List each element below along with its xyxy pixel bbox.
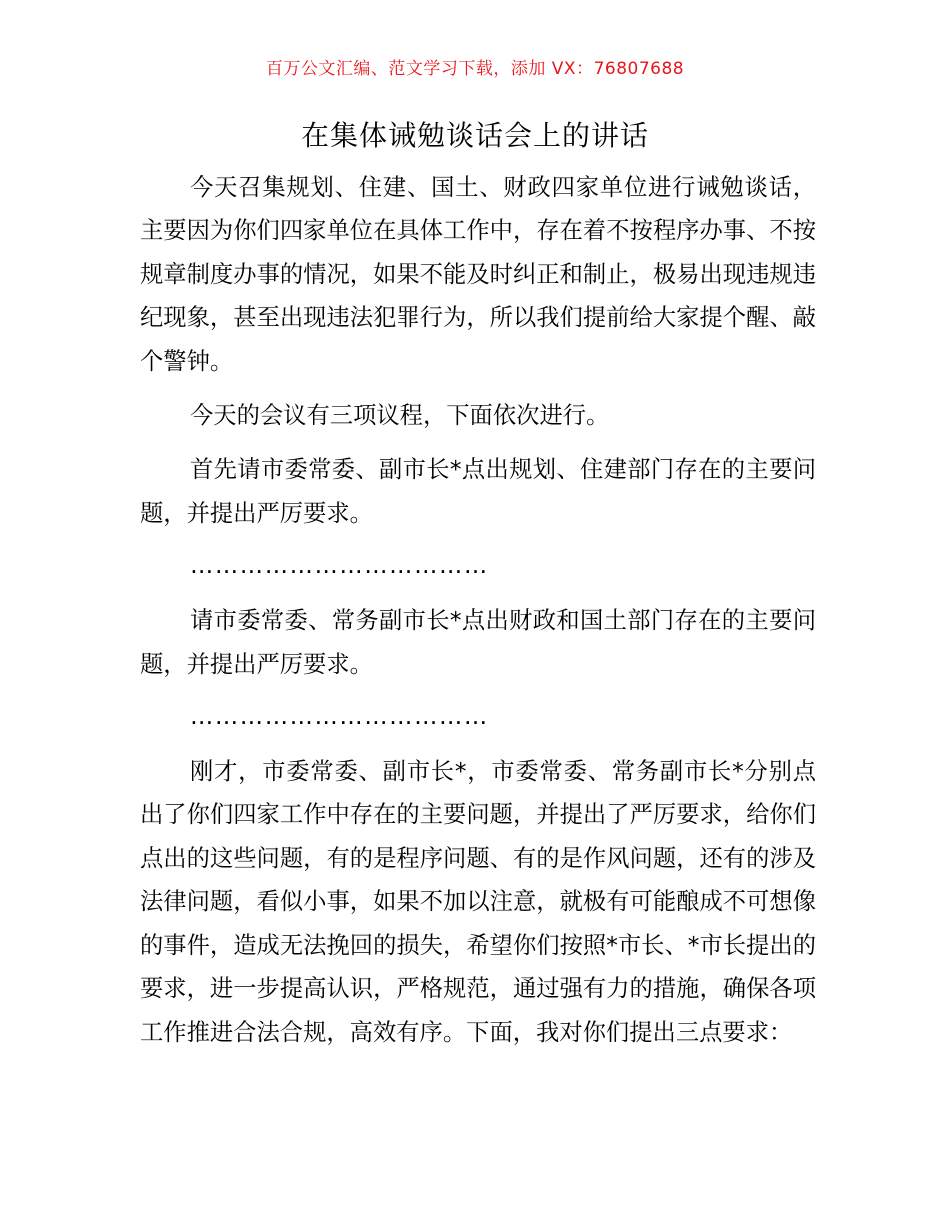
paragraph-second-speaker: 请市委常委、常务副市长*点出财政和国土部门存在的主要问题，并提出严厉要求。 xyxy=(140,607,816,678)
ellipsis-separator: ……………………………… xyxy=(190,552,489,580)
document-body xyxy=(140,166,816,1065)
paragraph-summary: 刚才，市委常委、副市长*，市委常委、常务副市长*分别点出了你们四家工作中存在的主要问题，并提出了严厉要求，给你们点出的这些问题，有的是程序问题、有的是作风问题，还有的涉及法律问题，看似小事，如果不加以注意，就极有可能酿成不可想像的事件，造成无法挽回的损失，希望你们按照*市长、*市长提出的要求，进一步提高认识，严格规范，通过强有力的措施，确保各项工作推进合法合规，高效有序。下面，我对你们提出三点要求： xyxy=(140,758,816,1046)
header-download-note: 百万公文汇编、范文学习下载，添加 VX：76807688 xyxy=(265,59,685,79)
paragraph-first-speaker: 首先请市委常委、副市长*点出规划、住建部门存在的主要问题，并提出严厉要求。 xyxy=(140,456,816,527)
paragraph-intro: 今天召集规划、住建、国土、财政四家单位进行诫勉谈话，主要因为你们四家单位在具体工作中，存在着不按程序办事、不按规章制度办事的情况，如果不能及时纠正和制止，极易出现违规违纪现象，甚至出现违法犯罪行为，所以我们提前给大家提个醒、敲个警钟。 xyxy=(140,174,816,375)
page-title: 在集体诫勉谈话会上的讲话 xyxy=(300,119,649,152)
ellipsis-separator: ……………………………… xyxy=(190,703,489,731)
paragraph-agenda: 今天的会议有三项议程，下面依次进行。 xyxy=(190,402,610,430)
